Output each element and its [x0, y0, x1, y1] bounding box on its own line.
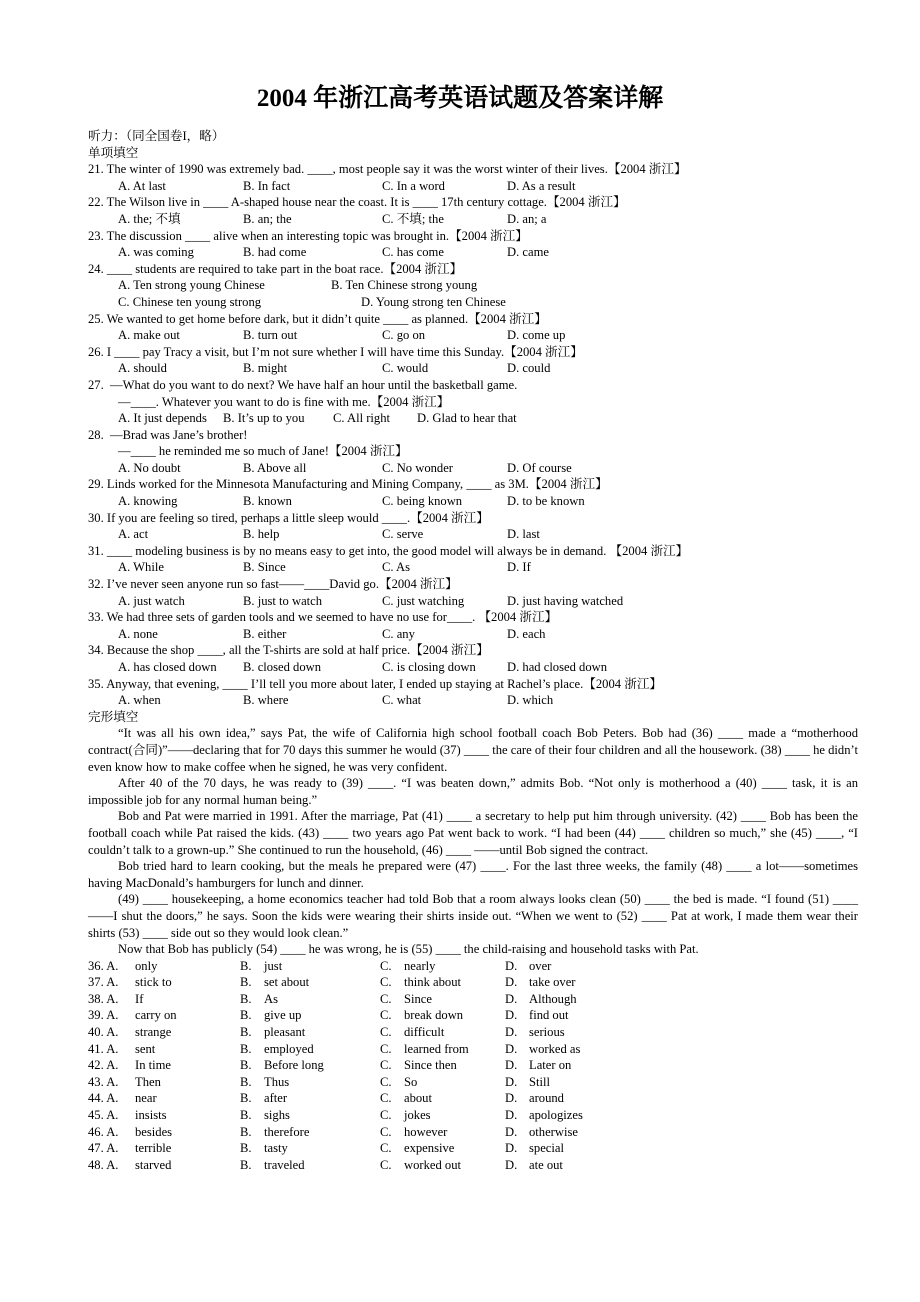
cloze-passage [88, 725, 858, 957]
option: B. closed down [243, 660, 322, 674]
question-stem: —____. Whatever you want to do is fine with me.【2004 浙江】 [118, 394, 450, 409]
question-stem: 27. —What do you want to do next? We have half an hour until the basketball game. [88, 377, 518, 392]
question-22 [88, 194, 858, 227]
question-stem: 35. Anyway, that evening, ____ I’ll tell you more about later, I ended up staying at Rachel’s place.【2004 浙江】 [88, 676, 663, 691]
option-letter-d: D. [505, 1124, 518, 1139]
option: D. last [507, 527, 540, 542]
option-letter-d: D. [505, 1074, 518, 1089]
option-letter-b: B. [240, 1124, 252, 1139]
cloze-option-row-36 [88, 958, 858, 975]
option: D. which [507, 693, 554, 708]
question-21 [88, 161, 858, 194]
option: A. No doubt [118, 460, 181, 475]
question-33 [88, 609, 858, 642]
cloze-option-a: only [135, 958, 158, 973]
question-stem: 34. Because the shop ____, all the T-shirts are sold at half price.【2004 浙江】 [88, 643, 489, 658]
cloze-paragraph: After 40 of the 70 days, he was ready to (39) ____. “I was beaten down,” admits Bob. “Not only is motherhood a (40) ____ task, it is an impossible job for any normal human being.” [88, 776, 858, 807]
cloze-option-b: As [264, 991, 278, 1006]
question-stem: 23. The discussion ____ alive when an interesting topic was brought in.【2004 浙江】 [88, 228, 528, 243]
cloze-option-c: expensive [404, 1141, 455, 1156]
cloze-option-label: 47. A. [88, 1141, 119, 1156]
cloze-option-label: 38. A. [88, 991, 119, 1006]
option: A. make out [118, 328, 180, 343]
option: B. where [243, 693, 289, 708]
option: A. Ten strong young Chinese [118, 278, 265, 293]
option-letter-d: D. [505, 1141, 518, 1156]
cloze-option-b: Thus [264, 1074, 290, 1089]
option-letter-b: B. [240, 1058, 252, 1073]
single-choice-questions [88, 161, 858, 709]
question-24 [88, 261, 858, 311]
option: C. has come [382, 245, 444, 260]
cloze-option-d: worked as [529, 1041, 581, 1056]
cloze-option-c: Since [404, 991, 432, 1006]
question-29 [88, 476, 858, 509]
option: C. being known [382, 494, 463, 509]
option-letter-b: B. [240, 1008, 252, 1023]
question-32 [88, 576, 858, 609]
option: C. is closing down [382, 660, 476, 674]
option-letter-b: B. [240, 991, 252, 1006]
option: C. 不填; the [382, 211, 444, 226]
option-letter-b: B. [240, 1074, 252, 1089]
cloze-option-b: employed [264, 1041, 314, 1056]
option-row [88, 211, 858, 228]
option-row [88, 493, 858, 510]
cloze-option-b: Before long [264, 1058, 324, 1073]
cloze-option-a: strange [135, 1025, 172, 1040]
option-letter-c: C. [380, 1008, 392, 1023]
question-stem: 32. I’ve never seen anyone run so fast——____David go.【2004 浙江】 [88, 577, 458, 592]
option: A. none [118, 626, 158, 641]
option-letter-d: D. [505, 1025, 518, 1040]
cloze-option-c: worked out [404, 1157, 462, 1172]
question-stem: 21. The winter of 1990 was extremely bad. ____, most people say it was the worst winter of their lives.【2004 浙江】 [88, 162, 687, 177]
option-letter-c: C. [380, 1108, 392, 1123]
cloze-paragraph: (49) ____ housekeeping, a home economics teacher had told Bob that a room always looks clean (50) ____ the bed is made. “I found (51) ____——I shut the doors,” he says. Soon the kids were wearing their shirts inside out. “When we went to (52) ____ Pat at work, I made them wear their shirts (53) ____ side out so they would look clean.” [88, 892, 858, 940]
option: C. any [382, 626, 415, 641]
cloze-option-c: about [404, 1091, 432, 1106]
option: D. just having watched [507, 593, 624, 608]
question-26 [88, 344, 858, 377]
option-letter-c: C. [380, 1091, 392, 1106]
option: D. an; a [507, 211, 547, 226]
doc-title: 2004 年浙江高考英语试题及答案详解 [256, 85, 664, 112]
option: C. just watching [382, 593, 465, 608]
cloze-option-label: 44. A. [88, 1091, 119, 1106]
cloze-option-row-43 [88, 1074, 858, 1091]
option-row [88, 526, 858, 543]
option: C. would [382, 361, 429, 376]
cloze-option-label: 36. A. [88, 958, 119, 973]
cloze-option-a: If [135, 991, 144, 1006]
option: D. had closed down [507, 660, 608, 674]
cloze-option-row-40 [88, 1024, 858, 1041]
cloze-option-d: ate out [529, 1157, 563, 1172]
cloze-option-c: break down [404, 1008, 464, 1023]
option: B. known [243, 494, 292, 509]
option-row [88, 659, 858, 676]
cloze-option-d: take over [529, 975, 576, 990]
option: D. each [507, 626, 546, 641]
option: B. It’s up to you [223, 411, 305, 426]
option-letter-b: B. [240, 1091, 252, 1106]
option-letter-b: B. [240, 1025, 252, 1040]
option: C. As [382, 560, 410, 575]
option-row [88, 626, 858, 643]
cloze-option-d: Later on [529, 1058, 572, 1073]
cloze-option-d: around [529, 1091, 564, 1106]
cloze-option-b: pleasant [264, 1025, 306, 1040]
cloze-option-b: sighs [264, 1108, 290, 1123]
option: C. go on [382, 328, 426, 343]
cloze-option-b: therefore [264, 1124, 310, 1139]
option: D. Young strong ten Chinese [361, 294, 506, 309]
option: B. an; the [243, 211, 292, 226]
question-stem: 22. The Wilson live in ____ A-shaped house near the coast. It is ____ 17th century cottage.【2004 浙江】 [88, 195, 626, 210]
option: A. should [118, 361, 167, 376]
cloze-option-label: 45. A. [88, 1108, 119, 1123]
option-letter-c: C. [380, 1141, 392, 1156]
section-heading-cloze: 完形填空 [88, 709, 139, 724]
option: B. turn out [243, 328, 298, 343]
cloze-option-b: give up [264, 1008, 302, 1023]
cloze-option-label: 46. A. [88, 1124, 119, 1139]
option: C. No wonder [382, 460, 454, 475]
question-stem: 24. ____ students are required to take part in the boat race.【2004 浙江】 [88, 261, 463, 276]
cloze-option-a: carry on [135, 1008, 177, 1023]
question-25 [88, 311, 858, 344]
cloze-option-row-37 [88, 974, 858, 991]
option-row [88, 692, 858, 709]
option-letter-d: D. [505, 991, 518, 1006]
cloze-option-a: terrible [135, 1141, 172, 1156]
option-row [88, 410, 858, 427]
cloze-option-label: 43. A. [88, 1074, 119, 1089]
cloze-option-a: sent [135, 1041, 156, 1056]
option: B. just to watch [243, 593, 323, 608]
option-row [88, 460, 858, 477]
option-letter-b: B. [240, 975, 252, 990]
option-row [88, 178, 858, 195]
cloze-option-b: just [264, 958, 283, 973]
cloze-option-c: however [404, 1124, 448, 1139]
cloze-option-b: after [264, 1091, 288, 1106]
cloze-option-a: insists [135, 1108, 167, 1123]
cloze-option-row-42 [88, 1057, 858, 1074]
option: B. help [243, 527, 280, 542]
cloze-option-a: In time [135, 1058, 172, 1073]
cloze-option-c: nearly [404, 958, 436, 973]
cloze-option-b: set about [264, 975, 310, 990]
option: A. knowing [118, 494, 178, 509]
cloze-option-label: 41. A. [88, 1041, 119, 1056]
cloze-option-label: 39. A. [88, 1008, 119, 1023]
option: D. Glad to hear that [417, 411, 517, 426]
option: D. came [507, 245, 549, 260]
option-letter-b: B. [240, 1041, 252, 1056]
cloze-option-label: 42. A. [88, 1058, 119, 1073]
cloze-option-row-45 [88, 1107, 858, 1124]
option-letter-d: D. [505, 1008, 518, 1023]
option: A. when [118, 693, 161, 708]
option: D. come up [507, 328, 566, 343]
option-letter-c: C. [380, 958, 392, 973]
option: A. It just depends [118, 411, 207, 426]
question-stem: —____ he reminded me so much of Jane!【2004 浙江】 [118, 444, 408, 459]
cloze-option-c: think about [404, 975, 462, 990]
option-letter-c: C. [380, 991, 392, 1006]
option-letter-d: D. [505, 1157, 518, 1172]
option-row [88, 593, 858, 610]
cloze-option-c: learned from [404, 1041, 469, 1056]
cloze-option-b: tasty [264, 1141, 288, 1156]
cloze-option-d: otherwise [529, 1124, 578, 1139]
option-letter-b: B. [240, 1141, 252, 1156]
question-stem: 26. I ____ pay Tracy a visit, but I’m not sure whether I will have time this Sunday.【2004 浙江】 [88, 344, 583, 359]
option-letter-c: C. [380, 1157, 392, 1172]
cloze-paragraph: Bob tried hard to learn cooking, but the meals he prepared were (47) ____. For the last three weeks, the family (48) ____ a lot——sometimes having MacDonald’s hamburgers for lunch and dinner. [88, 859, 858, 890]
option: D. Of course [507, 460, 572, 475]
doc-body [88, 128, 858, 1173]
option: B. Above all [243, 460, 307, 475]
option: B. had come [243, 245, 307, 260]
question-stem: 30. If you are feeling so tired, perhaps a little sleep would ____.【2004 浙江】 [88, 510, 489, 525]
cloze-option-c: jokes [404, 1108, 431, 1123]
option-row [88, 360, 858, 377]
question-27 [88, 377, 858, 427]
cloze-option-a: Then [135, 1074, 161, 1089]
listening-note: 听力：（同全国卷I，略） [88, 129, 225, 143]
cloze-option-row-48 [88, 1157, 858, 1174]
cloze-option-d: find out [529, 1008, 569, 1023]
option-row [88, 327, 858, 344]
option: A. While [118, 560, 164, 575]
option-letter-d: D. [505, 1041, 518, 1056]
option: D. If [507, 560, 531, 575]
option: A. the; 不填 [118, 211, 181, 226]
option: C. serve [382, 527, 424, 542]
option-letter-d: D. [505, 1108, 518, 1123]
cloze-option-a: besides [135, 1124, 173, 1139]
question-35 [88, 676, 858, 709]
option: B. might [243, 361, 288, 376]
option: C. All right [333, 411, 391, 426]
option-letter-b: B. [240, 1108, 252, 1123]
cloze-option-a: starved [135, 1157, 172, 1172]
option: D. to be known [507, 494, 585, 509]
cloze-option-c: difficult [404, 1025, 445, 1040]
option: C. Chinese ten young strong [118, 294, 262, 309]
option: A. act [118, 527, 149, 542]
cloze-option-d: over [529, 958, 552, 973]
cloze-option-d: Still [529, 1074, 550, 1089]
option: B. either [243, 626, 287, 641]
option: B. Since [243, 560, 286, 575]
cloze-option-b: traveled [264, 1157, 305, 1172]
cloze-option-label: 40. A. [88, 1025, 119, 1040]
option-letter-c: C. [380, 975, 392, 990]
cloze-paragraph: “It was all his own idea,” says Pat, the wife of California high school football coach Bob Peters. Bob had (36) ____ made a “motherhood contract(合同)”——declaring that for 70 days this summer he would (37) ____ the care of their four children and all the housework. (38) ____ he didn’t even know how to make coffee when he signed, he was very confident. [88, 726, 858, 774]
option-row [88, 277, 858, 294]
cloze-option-row-47 [88, 1140, 858, 1157]
option: D. could [507, 361, 551, 376]
option-letter-d: D. [505, 1058, 518, 1073]
cloze-option-label: 37. A. [88, 975, 119, 990]
option-row [88, 559, 858, 576]
option: A. has closed down [118, 660, 217, 674]
option-letter-d: D. [505, 975, 518, 990]
cloze-options-table [88, 958, 858, 1174]
cloze-option-a: near [135, 1091, 157, 1106]
option-letter-c: C. [380, 1025, 392, 1040]
option-row [88, 294, 858, 311]
section-heading-single-choice: 单项填空 [88, 145, 139, 160]
option: A. just watch [118, 593, 185, 608]
option-letter-c: C. [380, 1074, 392, 1089]
question-stem: 31. ____ modeling business is by no means easy to get into, the good model will always be in demand. 【2004 浙江】 [88, 543, 689, 558]
option: A. At last [118, 178, 166, 193]
question-stem: 28. —Brad was Jane’s brother! [88, 427, 248, 442]
option-row [88, 244, 858, 261]
question-31 [88, 543, 858, 576]
option: D. As a result [507, 178, 576, 193]
cloze-option-label: 48. A. [88, 1157, 119, 1172]
option-letter-c: C. [380, 1124, 392, 1139]
cloze-option-c: Since then [404, 1058, 457, 1073]
cloze-paragraph: Bob and Pat were married in 1991. After the marriage, Pat (41) ____ a secretary to help put him through university. (42) ____ Bob has been the football coach while Pat raised the kids. (43) ____ two years ago Pat went back to work. “I had been (44) ____ children so much,” she (45) ____, “I couldn’t talk to a grown-up.” She continued to run the household, (46) ____ ——until Bob signed the contract. [88, 809, 858, 857]
cloze-option-d: apologizes [529, 1108, 583, 1123]
cloze-option-d: serious [529, 1025, 565, 1040]
cloze-paragraph: Now that Bob has publicly (54) ____ he was wrong, he is (55) ____ the child-raising and household tasks with Pat. [118, 942, 699, 957]
cloze-option-row-41 [88, 1041, 858, 1058]
option-letter-c: C. [380, 1041, 392, 1056]
option: B. Ten Chinese strong young [331, 278, 478, 293]
option: C. what [382, 693, 422, 708]
cloze-option-d: special [529, 1141, 564, 1156]
question-23 [88, 228, 858, 261]
option-letter-b: B. [240, 958, 252, 973]
option: A. was coming [118, 245, 194, 260]
cloze-option-row-38 [88, 991, 858, 1008]
option-letter-d: D. [505, 958, 518, 973]
question-stem: 29. Linds worked for the Minnesota Manufacturing and Mining Company, ____ as 3M.【2004 浙江】 [88, 477, 608, 492]
option: B. In fact [243, 178, 291, 193]
question-stem: 25. We wanted to get home before dark, but it didn’t quite ____ as planned.【2004 浙江】 [88, 311, 547, 326]
option-letter-b: B. [240, 1157, 252, 1172]
cloze-option-row-44 [88, 1090, 858, 1107]
question-stem: 33. We had three sets of garden tools and we seemed to have no use for____. 【2004 浙江】 [88, 610, 558, 625]
cloze-option-row-46 [88, 1124, 858, 1141]
cloze-option-row-39 [88, 1007, 858, 1024]
option: C. In a word [382, 178, 445, 193]
question-28 [88, 427, 858, 477]
option-letter-d: D. [505, 1091, 518, 1106]
cloze-option-c: So [404, 1074, 418, 1089]
option-letter-c: C. [380, 1058, 392, 1073]
cloze-option-a: stick to [135, 975, 172, 990]
question-30 [88, 510, 858, 543]
cloze-option-d: Although [529, 991, 577, 1006]
question-34 [88, 642, 858, 675]
